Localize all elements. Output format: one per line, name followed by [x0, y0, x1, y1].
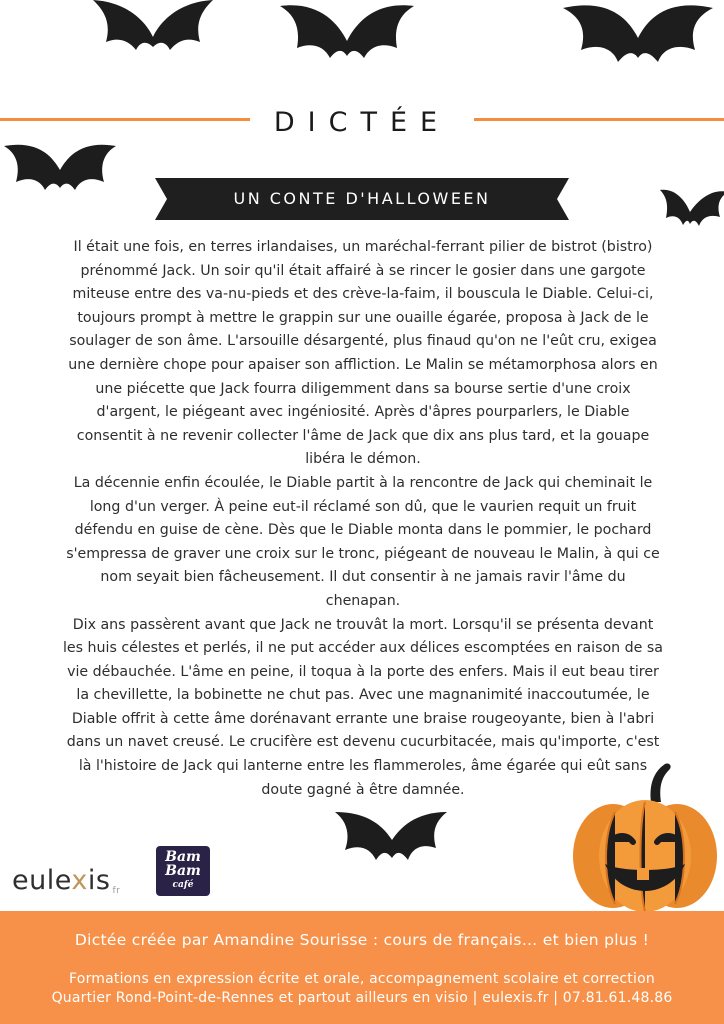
jack-o-lantern-icon [565, 756, 724, 926]
bat-icon [0, 128, 120, 208]
footer-services: Formations en expression écrite et orale, accompagnement scolaire et correction [69, 971, 655, 987]
bat-icon [88, 0, 218, 72]
page-title: DICTÉE [273, 107, 451, 138]
story-paragraph: Dix ans passèrent avant que Jack ne trouvât la mort. Lorsqu'il se présenta devant les huis célestes et perlés, il ne put accéder aux délices escomptées en raison de sa vie débauchée. L'âme en peine, il toqua à la porte des enfers. Mais il eut beau tirer la chevillette, la bobinette ne chut pas. Avec une magnanimité inaccoutumée, le Diable offrit à cette âme dorénavant errante une braise rougeoyante, bien à l'abri dans un navet creusé. Le crucifère est devenu cucurbitacée, mais qu'importe, c'est là l'histoire de Jack qui lanterne entre les flammeroles, âme égarée qui eût sans doute gagné à être damnée. [62, 616, 664, 798]
story-paragraph: La décennie enfin écoulée, le Diable partit à la rencontre de Jack qui cheminait le long d'un verger. À peine eut-il réclamé son dû, que le vaurien requit un fruit défendu en guise de cène. Dès que le Diable monta dans le pommier, le pochard s'empressa de graver une croix sur le tronc, piégeant de nouveau le Malin, à qui ce nom seyait bien fâcheusement. Il dut consentir à ne jamais ravir l'âme du chenapan. [66, 474, 660, 609]
bat-icon [660, 180, 724, 242]
bat-icon [548, 0, 718, 78]
story-text [62, 236, 664, 802]
footer-author: Dictée créée par Amandine Sourisse : cours de français… et bien plus ! [74, 931, 650, 949]
footer-contact: Quartier Rond-Point-de-Rennes et partout ailleurs en visio | eulexis.fr | 07.81.61.48.86 [51, 990, 673, 1006]
banner-subtitle: UN CONTE D'HALLOWEEN [233, 189, 491, 208]
bambam-cafe-logo: Bam Bam café [156, 846, 210, 896]
bat-icon [330, 798, 450, 878]
bat-icon [272, 0, 422, 76]
footer [0, 911, 724, 1024]
story-paragraph: Il était une fois, en terres irlandaises, un maréchal-ferrant pilier de bistrot (bistro) prénommé Jack. Un soir qu'il était affairé à se rincer le gosier dans une gargote miteuse entre des va-nu-pieds et des crève-la-faim, il bouscula le Diable. Celui-ci, toujours prompt à mettre le grappin sur une ouaille égarée, proposa à Jack de le soulager de son âme. L'arsouille désargenté, plus finaud qu'on ne l'eût cru, exigea une dernière chope pour apaiser son affliction. Le Malin se métamorphosa alors en une piécette que Jack fourra diligemment dans sa bourse sertie d'une croix d'argent, le piégeant avec ingéniosité. Après d'âpres pourparlers, le Diable consentit à ne revenir collecter l'âme de Jack que dix ans plus tard, et la gouape libéra le démon. [68, 239, 658, 468]
eulexis-logo: eulexis fr [12, 865, 121, 896]
